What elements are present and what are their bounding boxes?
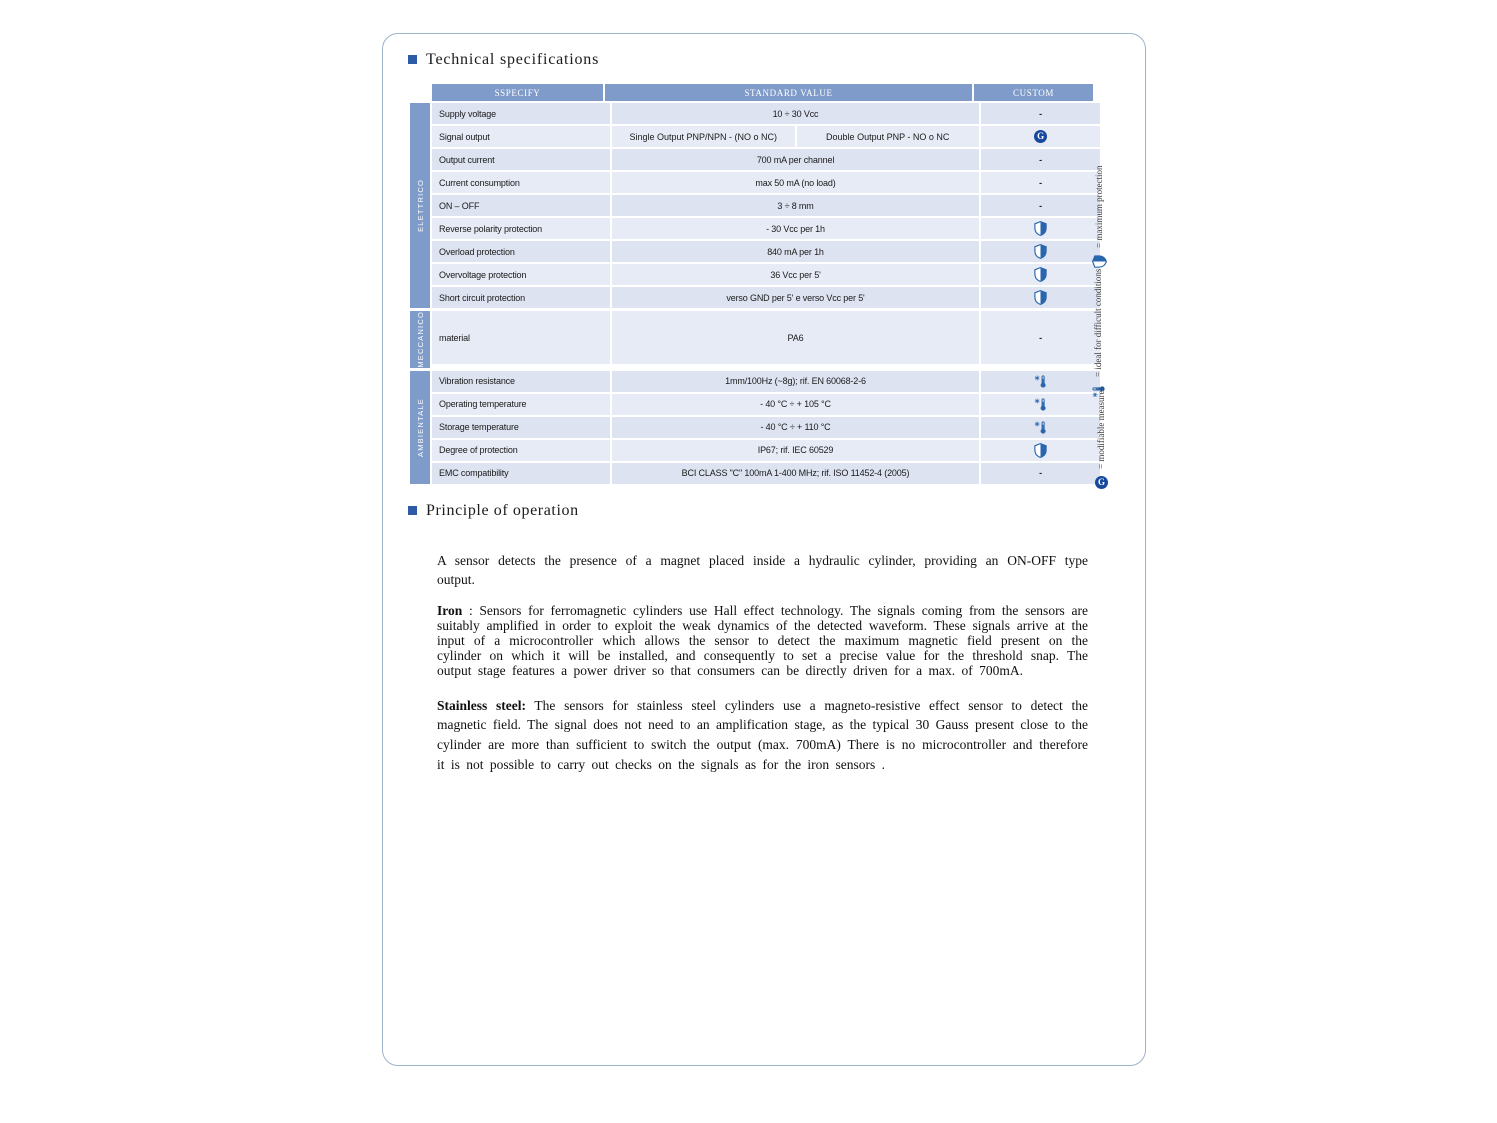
principle-paragraph-iron: Iron : Sensors for ferromagnetic cylinders use Hall effect technology. The signals coming from the sensors are suitably amplified in order to exploit the weak dynamics of the detected waveform. These signals arrive at the input of a microcontroller which allows the sensor to detect the maximum magnetic field present on the cylinder on which it will be installed, and consequently to set a precise value for the threshold snap. The output stage features a power driver so that consumers can be directly driven for a max. of 700mA. bbox=[437, 603, 1088, 678]
square-bullet-icon bbox=[408, 55, 417, 64]
spec-table bbox=[410, 84, 1091, 487]
tech-specs-heading bbox=[408, 51, 599, 69]
g-circle-icon: G bbox=[1095, 476, 1108, 489]
table-row: Current consumption max 50 mA (no load) - bbox=[432, 172, 1100, 193]
table-row: Short circuit protection verso GND per 5' e verso Vcc per 5' bbox=[432, 287, 1100, 308]
thermometer-icon bbox=[1034, 420, 1048, 435]
legend-max-protection bbox=[1091, 165, 1107, 268]
table-group-mechanical bbox=[410, 311, 1091, 368]
legend-text: = maximum protection bbox=[1094, 165, 1104, 248]
square-bullet-icon bbox=[408, 506, 417, 515]
table-row: Operating temperature - 40 °C ÷ + 105 °C bbox=[432, 394, 1100, 415]
thermometer-icon bbox=[1034, 374, 1048, 389]
header-custom: CUSTOM bbox=[974, 84, 1093, 101]
table-row: Output current 700 mA per channel - bbox=[432, 149, 1100, 170]
table-row: Supply voltage 10 ÷ 30 Vcc - bbox=[432, 103, 1100, 124]
thermometer-icon bbox=[1034, 397, 1048, 412]
group-label: MECCANICO bbox=[415, 311, 425, 368]
legend-modifiable-measures bbox=[1093, 387, 1109, 489]
table-row: Reverse polarity protection - 30 Vcc per 1h bbox=[432, 218, 1100, 239]
table-row: Storage temperature - 40 °C ÷ + 110 °C bbox=[432, 417, 1100, 438]
group-label: ELETTRICO bbox=[415, 179, 425, 232]
legend-difficult-conditions bbox=[1090, 269, 1106, 398]
table-row: Overvoltage protection 36 Vcc per 5' bbox=[432, 264, 1100, 285]
table-row: Overload protection 840 mA per 1h bbox=[432, 241, 1100, 262]
shield-icon bbox=[1034, 267, 1047, 282]
table-row: Vibration resistance 1mm/100Hz (~8g); rif. EN 60068-2-6 bbox=[432, 371, 1100, 392]
group-label-strip bbox=[410, 371, 430, 484]
shield-icon bbox=[1034, 221, 1047, 236]
iron-lead: Iron bbox=[437, 603, 463, 619]
group-label-strip bbox=[410, 311, 430, 368]
table-group-electrical bbox=[410, 103, 1091, 308]
shield-icon bbox=[1092, 255, 1107, 268]
table-row: Degree of protection IP67; rif. IEC 60529 bbox=[432, 440, 1100, 461]
shield-icon bbox=[1034, 290, 1047, 305]
table-row: EMC compatibility BCI CLASS "C" 100mA 1-400 MHz; rif. ISO 11452-4 (2005) - bbox=[432, 463, 1100, 484]
shield-icon bbox=[1034, 244, 1047, 259]
legend-text: = modifiable measures bbox=[1096, 386, 1106, 469]
group-label: AMBIENTALE bbox=[415, 397, 425, 457]
g-circle-icon: G bbox=[1034, 130, 1047, 143]
stainless-lead: Stainless steel: bbox=[437, 697, 526, 713]
table-header-row bbox=[432, 84, 1091, 101]
shield-icon bbox=[1034, 443, 1047, 458]
header-specify: SSPECIFY bbox=[432, 84, 603, 101]
principle-heading bbox=[408, 502, 1091, 520]
table-row: material PA6 - bbox=[432, 311, 1100, 364]
principle-section bbox=[408, 502, 1091, 788]
table-group-environmental bbox=[410, 371, 1091, 484]
table-row: ON – OFF 3 ÷ 8 mm - bbox=[432, 195, 1100, 216]
table-row: Signal output Single Output PNP/NPN - (NO o NC) Double Output PNP - NO o NC G bbox=[432, 126, 1100, 147]
principle-paragraph-intro: A sensor detects the presence of a magnet placed inside a hydraulic cylinder, providing an ON-OFF type output. bbox=[437, 553, 1088, 588]
principle-title: Principle of operation bbox=[426, 502, 579, 519]
principle-paragraph-stainless: Stainless steel: The sensors for stainless steel cylinders use a magneto-resistive effect sensor to detect the magnetic field. The signal does not need to an amplification stage, as the typical 30 Gauss present close to the cylinder are more than sufficient to switch the output (max. 700mA) There is no microcontroller and therefore it is not possible to carry out checks on the signals as for the iron sensors . bbox=[437, 697, 1088, 773]
legend-text: = ideal for difficult conditions bbox=[1093, 268, 1103, 377]
tech-specs-title: Technical specifications bbox=[426, 51, 600, 68]
group-label-strip bbox=[410, 103, 430, 308]
header-standard-value: STANDARD VALUE bbox=[605, 84, 972, 101]
